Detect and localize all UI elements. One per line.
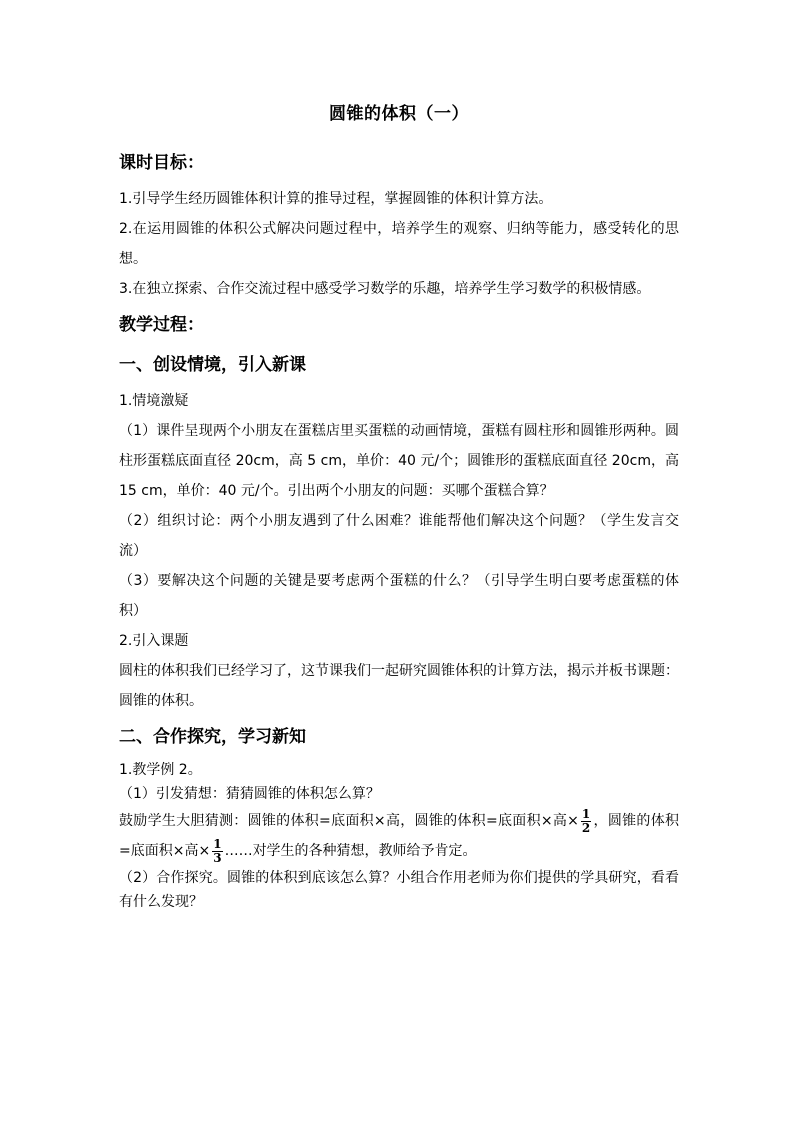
goal-item: 3.在独立探索、合作交流过程中感受学习数学的乐趣，培养学生学习数学的积极情感。 [119, 281, 651, 297]
subsection-label: 1.情境激疑 [119, 393, 189, 409]
section-heading: 一、创设情境，引入新课 [119, 355, 306, 375]
fraction-denominator: 2 [581, 820, 591, 835]
text-run: 鼓励学生大胆猜测：圆锥的体积=底面积×高，圆锥的体积=底面积×高× [119, 813, 579, 829]
paragraph: （2）合作探究。圆锥的体积到底该怎么算？小组合作用老师为你们提供的学具研究，看看有什么发现？ [119, 870, 679, 910]
goals-heading: 课时目标： [119, 153, 204, 173]
goal-item: 1.引导学生经历圆锥体积计算的推导过程，掌握圆锥的体积计算方法。 [119, 191, 553, 207]
paragraph: （3）要解决这个问题的关键是要考虑两个蛋糕的什么？（引导学生明白要考虑蛋糕的体积） [119, 573, 679, 619]
text-run: ……对学生的各种猜想，教师给予肯定。 [224, 843, 477, 859]
fraction-numerator: 1 [581, 806, 591, 821]
subsection-label: 2.引入课题 [119, 633, 189, 649]
section-heading: 二、合作探究，学习新知 [119, 727, 306, 747]
text-run: ，圆锥的体积=底面积×高× [119, 813, 679, 859]
fraction-one-half [581, 808, 591, 835]
fraction-denominator: 3 [213, 850, 222, 865]
paragraph: （1）引发猜想：猜猜圆锥的体积怎么算？ [119, 786, 380, 802]
paragraph: （1）课件呈现两个小朋友在蛋糕店里买蛋糕的动画情境，蛋糕有圆柱形和圆锥形两种。圆柱形蛋糕底面直径 20cm，高 5 cm，单价：40 元/个；圆锥形的蛋糕底面直径 20cm，高 15 cm，单价：40 元/个。引出两个小朋友的问题：买哪个蛋糕合算？ [119, 423, 679, 499]
subsection-label: 1.教学例 2。 [119, 762, 202, 778]
document-title: 圆锥的体积（一） [329, 104, 469, 124]
fraction-one-third [212, 838, 222, 865]
document-body [119, 100, 679, 914]
paragraph: （2）组织讨论：两个小朋友遇到了什么困难？谁能帮他们解决这个问题？（学生发言交流） [119, 513, 679, 559]
paragraph: 圆柱的体积我们已经学习了，这节课我们一起研究圆锥体积的计算方法，揭示并板书课题：圆锥的体积。 [119, 663, 679, 709]
fraction-numerator: 1 [213, 836, 222, 851]
paragraph-with-fractions [119, 806, 679, 866]
goal-item: 2.在运用圆锥的体积公式解决问题过程中，培养学生的观察、归纳等能力，感受转化的思想。 [119, 221, 679, 267]
process-heading: 教学过程： [119, 315, 204, 335]
